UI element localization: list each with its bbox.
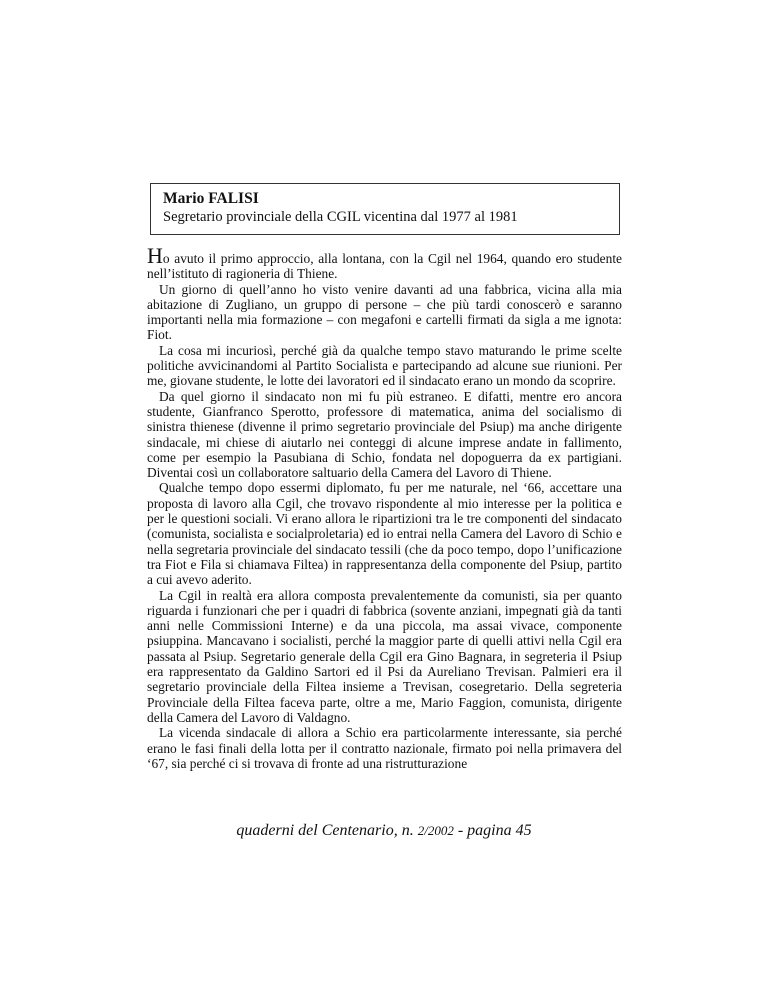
article-body <box>147 243 622 771</box>
footer-issue: 2/2002 <box>417 823 454 838</box>
article-paragraph: La cosa mi incuriosì, perché già da qualche tempo stavo maturando le prime scelte politiche avvicinandomi al Partito Socialista e partecipando ad alcune sue riunioni. Per me, giovane studente, le lotte dei lavoratori ed il sindacato erano un mondo da scoprire. <box>147 342 622 389</box>
article-paragraph: Un giorno di quell’anno ho visto venire davanti ad una fabbrica, vicina alla mia abitazione di Zugliano, un gruppo di persone – che più tardi conoscerò e saranno importanti nella mia formazione – con megafoni e cartelli firmati da sigla a me ignota: Fiot. <box>147 281 622 343</box>
author-role: Segretario provinciale della CGIL vicentina dal 1977 al 1981 <box>163 209 518 225</box>
drop-cap: H <box>147 243 163 268</box>
footer-journal: quaderni del Centenario, n. <box>236 822 418 839</box>
article-paragraph: Qualche tempo dopo essermi diplomato, fu per me naturale, nel ‘66, accettare una proposta di lavoro alla Cgil, che trovavo rispondente al mio interesse per la politica e per le questioni sociali. Vi erano allora le ripartizioni tra le tre componenti del sindacato (comunista, socialista e socialproletaria) ed io entrai nella Camera del Lavoro di Schio e nella segretaria provinciale del sindacato tessili (che da poco tempo, dopo l’unificazione tra Fiot e Fila si chiamava Filtea) in rappresentanza della componente del Psiup, partito a cui avevo aderito. <box>147 480 622 588</box>
author-name: Mario FALISI <box>163 190 259 207</box>
article-paragraph: Da quel giorno il sindacato non mi fu più estraneo. E difatti, mentre ero ancora studente, Gianfranco Sperotto, professore di matematica, anima del socialismo di sinistra thienese (divenne il primo segretario provinciale del Psiup) ma anche dirigente sindacale, mi chiese di aiutarlo nei conteggi di alcune imprese andate in fallimento, come per esempio la Pasubiana di Schio, fondata nel dopoguerra da ex partigiani. Diventai così un collaboratore saltuario della Camera del Lavoro di Thiene. <box>147 388 622 481</box>
article-paragraph <box>147 243 622 282</box>
page-footer <box>0 822 768 840</box>
paragraph-text: o avuto il primo approccio, alla lontana, con la Cgil nel 1964, quando ero studente nell’istituto di ragioneria di Thiene. <box>147 251 622 282</box>
footer-page: - pagina 45 <box>453 822 532 839</box>
article-paragraph: La vicenda sindacale di allora a Schio era particolarmente interessante, sia perché erano le fasi finali della lotta per il contratto nazionale, firmato poi nella primavera del ‘67, sia perché ci si trovava di fronte ad una ristrutturazione <box>147 725 622 771</box>
author-header-box <box>150 183 620 235</box>
article-paragraph: La Cgil in realtà era allora composta prevalentemente da comunisti, sia per quanto riguarda i funzionari che per i quadri di fabbrica (sovente anziani, impegnati già da tanti anni nelle Commissioni Interne) e da una piccola, ma assai vivace, componente psiuppina. Mancavano i socialisti, perché la maggior parte di quelli attivi nella Cgil era passata al Psiup. Segretario generale della Cgil era Gino Bagnara, in segreteria il Psiup era rappresentato da Galdino Sartori ed il Psi da Aureliano Trevisan. Palmieri era il segretario provinciale della Filtea insieme a Trevisan, cosegretario. Della segreteria Provinciale della Filtea faceva parte, oltre a me, Mario Faggion, comunista, dirigente della Camera del Lavoro di Valdagno. <box>147 587 622 725</box>
